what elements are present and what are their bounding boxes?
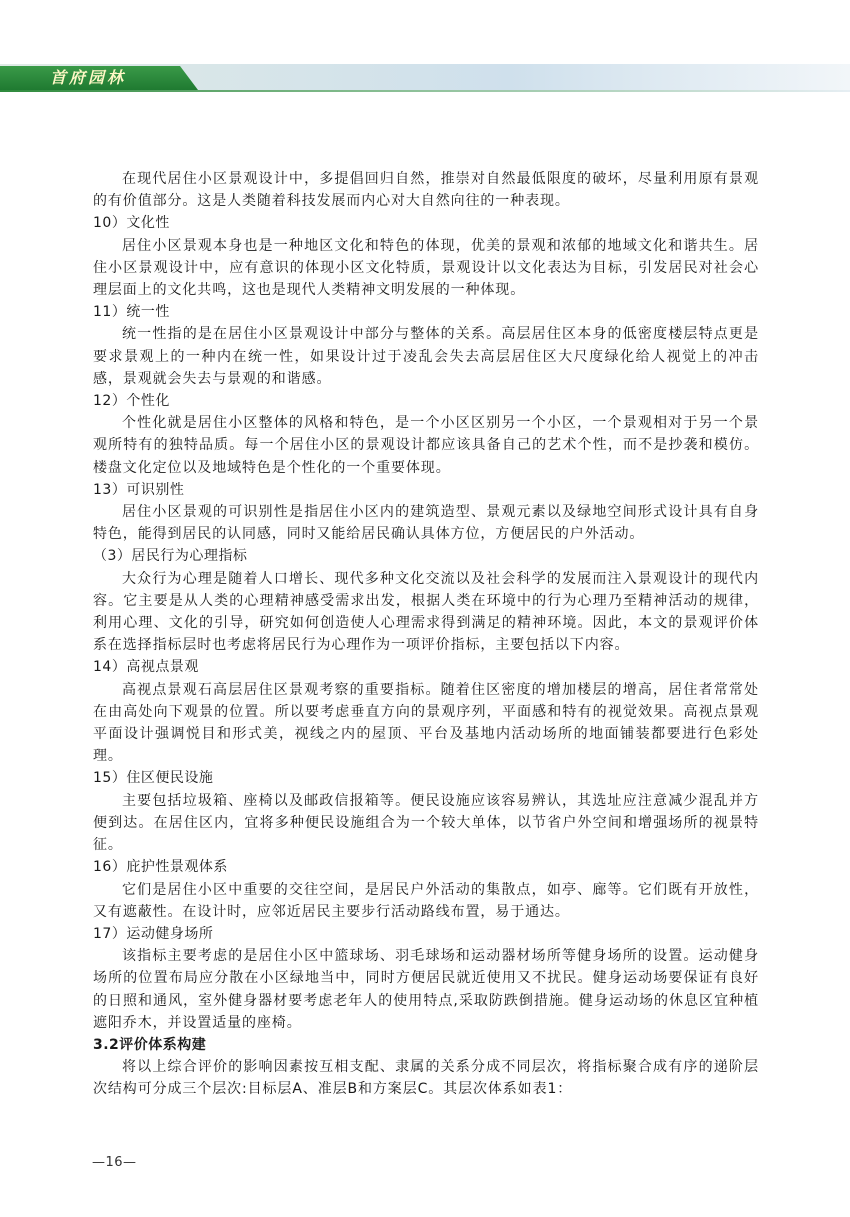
page-number: —16—: [92, 1155, 137, 1170]
item-heading: 13）可识别性: [93, 481, 185, 498]
paragraph: 居住小区景观的可识别性是指居住小区内的建筑造型、景观元素以及绿地空间形式设计具有自身特色，能得到居民的认同感，同时又能给居民确认具体方位，方便居民的户外活动。: [93, 504, 759, 543]
paragraph: 高视点景观石高层居住区景观考察的重要指标。随着住区密度的增加楼层的增高，居住者常常处在由高处向下观景的位置。所以要考虑垂直方向的景观序列，平面感和特有的视觉效果。高视点景观平面设计强调悦目和形式美，视线之内的屋顶、平台及基地内活动场所的地面铺装都要进行色彩处理。: [93, 681, 759, 765]
body-text: [93, 168, 759, 1101]
item-heading: 11）统一性: [93, 304, 170, 321]
paragraph: 统一性指的是在居住小区景观设计中部分与整体的关系。高层居住区本身的低密度楼层特点更是要求景观上的一种内在统一性，如果设计过于凌乱会失去高层居住区大尺度绿化给人视觉上的冲击感，景观就会失去与景观的和谐感。: [93, 326, 759, 387]
paragraph: 居住小区景观本身也是一种地区文化和特色的体现，优美的景观和浓郁的地域文化和谐共生。居住小区景观设计中，应有意识的体现小区文化特质，景观设计以文化表达为目标，引发居民对社会心理层面上的文化共鸣，这也是现代人类精神文明发展的一种体现。: [93, 237, 759, 299]
paragraph: 将以上综合评价的影响因素按互相支配、隶属的关系分成不同层次，将指标聚合成有序的递阶层次结构可分成三个层次:目标层A、准层B和方案层C。其层次体系如表1：: [93, 1059, 759, 1098]
running-header-title: 首府园林: [50, 68, 127, 87]
item-heading: （3）居民行为心理指标: [93, 548, 248, 565]
item-heading: 10）文化性: [93, 215, 170, 232]
item-heading: 12）个性化: [93, 393, 170, 410]
section-heading: 3.2评价体系构建: [93, 1036, 207, 1053]
paragraph: 主要包括垃圾箱、座椅以及邮政信报箱等。便民设施应该容易辨认，其选址应注意减少混乱并方便到达。在居住区内，宜将多种便民设施组合为一个较大单体，以节省户外空间和增强场所的视景特征。: [93, 792, 759, 854]
item-heading: 15）住区便民设施: [93, 770, 214, 787]
paragraph: 个性化就是居住小区整体的风格和特色，是一个小区区别另一个小区，一个景观相对于另一个景观所特有的独特品质。每一个居住小区的景观设计都应该具备自己的艺术个性，而不是抄袭和模仿。楼盘文化定位以及地域特色是个性化的一个重要体现。: [93, 415, 759, 476]
paragraph: 该指标主要考虑的是居住小区中篮球场、羽毛球场和运动器材场所等健身场所的设置。运动健身场所的位置布局应分散在小区绿地当中，同时方便居民就近使用又不扰民。健身运动场要保证有良好的日照和通风，室外健身器材要考虑老年人的使用特点,采取防跌倒措施。健身运动场的休息区宜种植遮阳乔木，并设置适量的座椅。: [93, 948, 759, 1031]
paragraph: 它们是居住小区中重要的交往空间，是居民户外活动的集散点，如亭、廊等。它们既有开放性，又有遮蔽性。在设计时，应邻近居民主要步行活动路线布置，易于通达。: [93, 881, 759, 920]
paragraph: 在现代居住小区景观设计中，多提倡回归自然，推崇对自然最低限度的破坏，尽量利用原有景观的有价值部分。这是人类随着科技发展而内心对大自然向往的一种表现。: [93, 171, 759, 210]
header-rule: [0, 90, 850, 92]
item-heading: 17）运动健身场所: [93, 925, 214, 942]
item-heading: 14）高视点景观: [93, 659, 199, 676]
paragraph: 大众行为心理是随着人口增长、现代多种文化交流以及社会科学的发展而注入景观设计的现代内容。它主要是从人类的心理精神感受需求出发，根据人类在环境中的行为心理乃至精神活动的规律，利用心理、文化的引导，研究如何创造使人心理需求得到满足的精神环境。因此，本文的景观评价体系在选择指标层时也考虑将居民行为心理作为一项评价指标，主要包括以下内容。: [93, 570, 759, 654]
item-heading: 16）庇护性景观体系: [93, 859, 228, 876]
